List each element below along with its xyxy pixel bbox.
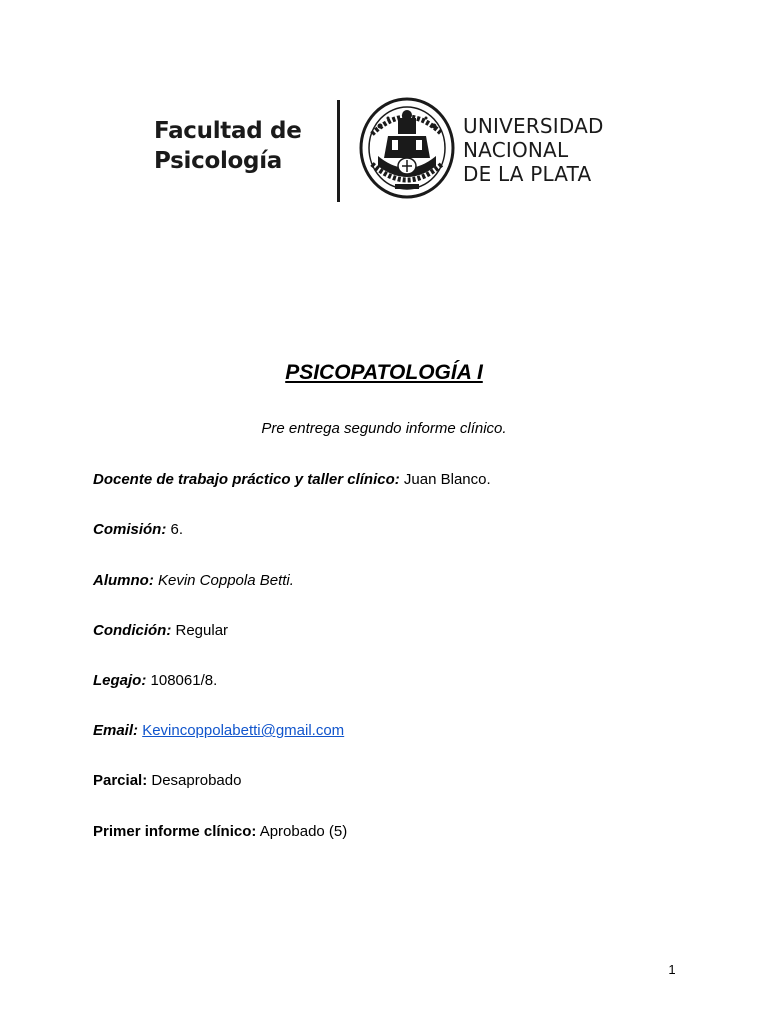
field-alumno-label: Alumno: xyxy=(93,572,154,589)
page-number: 1 xyxy=(668,962,676,977)
field-comision xyxy=(93,521,183,539)
field-informe-value: Aprobado (5) xyxy=(256,823,348,840)
field-legajo-value: 108061/8. xyxy=(146,672,218,689)
faculty-line-1: Facultad de xyxy=(154,118,302,144)
faculty-line-2: Psicología xyxy=(154,148,283,174)
field-condicion-label: Condición: xyxy=(93,622,172,639)
field-alumno-value: Kevin Coppola Betti. xyxy=(153,572,294,589)
university-logo-text xyxy=(463,114,604,186)
document-header xyxy=(150,96,620,206)
field-docente xyxy=(93,471,491,489)
field-condicion xyxy=(93,622,228,640)
university-line-3: DE LA PLATA xyxy=(463,162,592,186)
field-legajo xyxy=(93,672,217,690)
field-condicion-value: Regular xyxy=(171,622,229,639)
document-subtitle: Pre entrega segundo informe clínico. xyxy=(261,420,507,437)
university-line-2: NACIONAL xyxy=(463,138,569,162)
field-parcial-value: Desaprobado xyxy=(147,772,242,789)
logo-divider xyxy=(337,100,340,202)
field-informe xyxy=(93,823,347,841)
university-seal-icon xyxy=(358,96,456,200)
field-parcial-label: Parcial: xyxy=(93,772,148,789)
document-title: PSICOPATOLOGÍA I xyxy=(285,361,483,384)
field-informe-label: Primer informe clínico: xyxy=(93,823,257,840)
field-comision-label: Comisión: xyxy=(93,521,167,538)
faculty-logo-text xyxy=(154,116,302,176)
field-email xyxy=(93,722,344,740)
field-comision-value: 6. xyxy=(166,521,184,538)
university-line-1: UNIVERSIDAD xyxy=(463,114,604,138)
email-link[interactable]: Kevincoppolabetti@gmail.com xyxy=(142,722,345,739)
field-email-label: Email: xyxy=(93,722,139,739)
field-parcial xyxy=(93,772,241,790)
field-docente-value: Juan Blanco. xyxy=(399,471,491,488)
field-alumno xyxy=(93,572,294,590)
field-legajo-label: Legajo: xyxy=(93,672,147,689)
field-docente-label: Docente de trabajo práctico y taller clínico: xyxy=(93,471,400,488)
